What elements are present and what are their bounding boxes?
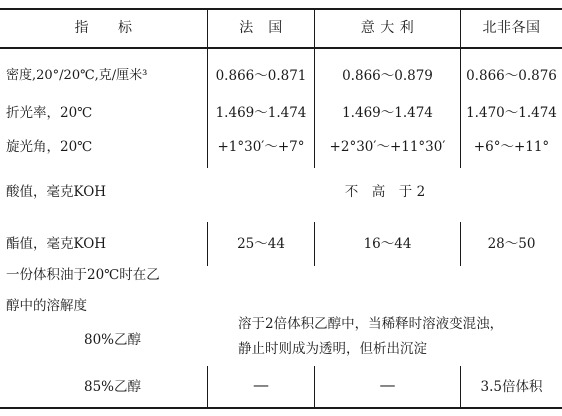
- row-label-optical-rotation: 旋光角，20℃: [6, 139, 93, 155]
- cell-ester-france: 25～44: [237, 236, 285, 252]
- table-top-rule: [0, 8, 562, 10]
- row-label-refractive-index: 折光率，20℃: [6, 105, 93, 121]
- cell-refraction-north-africa: 1.470～1.474: [466, 105, 557, 121]
- cell-density-north-africa: 0.866～0.876: [466, 68, 557, 84]
- table-bottom-rule: [0, 407, 562, 409]
- row-label-ester-value: 酯值，毫克KOH: [6, 236, 107, 252]
- row-label-density: 密度,20°/20℃,克/厘米³: [6, 68, 148, 83]
- header-italy: 意 大 利: [360, 20, 415, 36]
- cell-solubility-80-line1: 溶于2倍体积乙醇中，当稀释时溶液变混浊，: [238, 316, 504, 332]
- cell-refraction-italy: 1.469～1.474: [342, 105, 433, 121]
- header-north-africa: 北非各国: [482, 20, 541, 36]
- cell-rotation-italy: +2°30′～+11°30′: [329, 139, 446, 155]
- cell-85-north-africa: 3.5倍体积: [480, 379, 543, 395]
- cell-density-france: 0.866～0.871: [215, 68, 307, 84]
- cell-rotation-france: +1°30′～+7°: [217, 139, 305, 155]
- cell-ester-north-africa: 28～50: [487, 236, 536, 252]
- row-label-solubility-line2: 醇中的溶解度: [6, 298, 87, 314]
- cell-acid-value-merged: 不 高 于 2: [344, 184, 426, 200]
- header-france: 法 国: [239, 20, 283, 36]
- row-label-acid-value: 酸值，毫克KOH: [6, 184, 107, 200]
- cell-solubility-80-line2: 静止时则成为透明，但析出沉淀: [238, 341, 427, 357]
- header-bottom-rule: [0, 47, 562, 49]
- cell-density-italy: 0.866～0.879: [342, 68, 433, 84]
- row-label-80-ethanol: 80%乙醇: [84, 332, 142, 348]
- header-indicator: 指 标: [74, 20, 133, 36]
- row-label-solubility-line1: 一份体积油于20℃时在乙: [6, 267, 160, 283]
- cell-85-italy: —: [379, 375, 396, 394]
- cell-85-france: —: [253, 375, 269, 394]
- cell-rotation-north-africa: +6°～+11°: [473, 139, 550, 155]
- cell-ester-italy: 16～44: [363, 236, 412, 252]
- cell-refraction-france: 1.469～1.474: [215, 105, 307, 121]
- row-label-85-ethanol: 85%乙醇: [84, 379, 142, 395]
